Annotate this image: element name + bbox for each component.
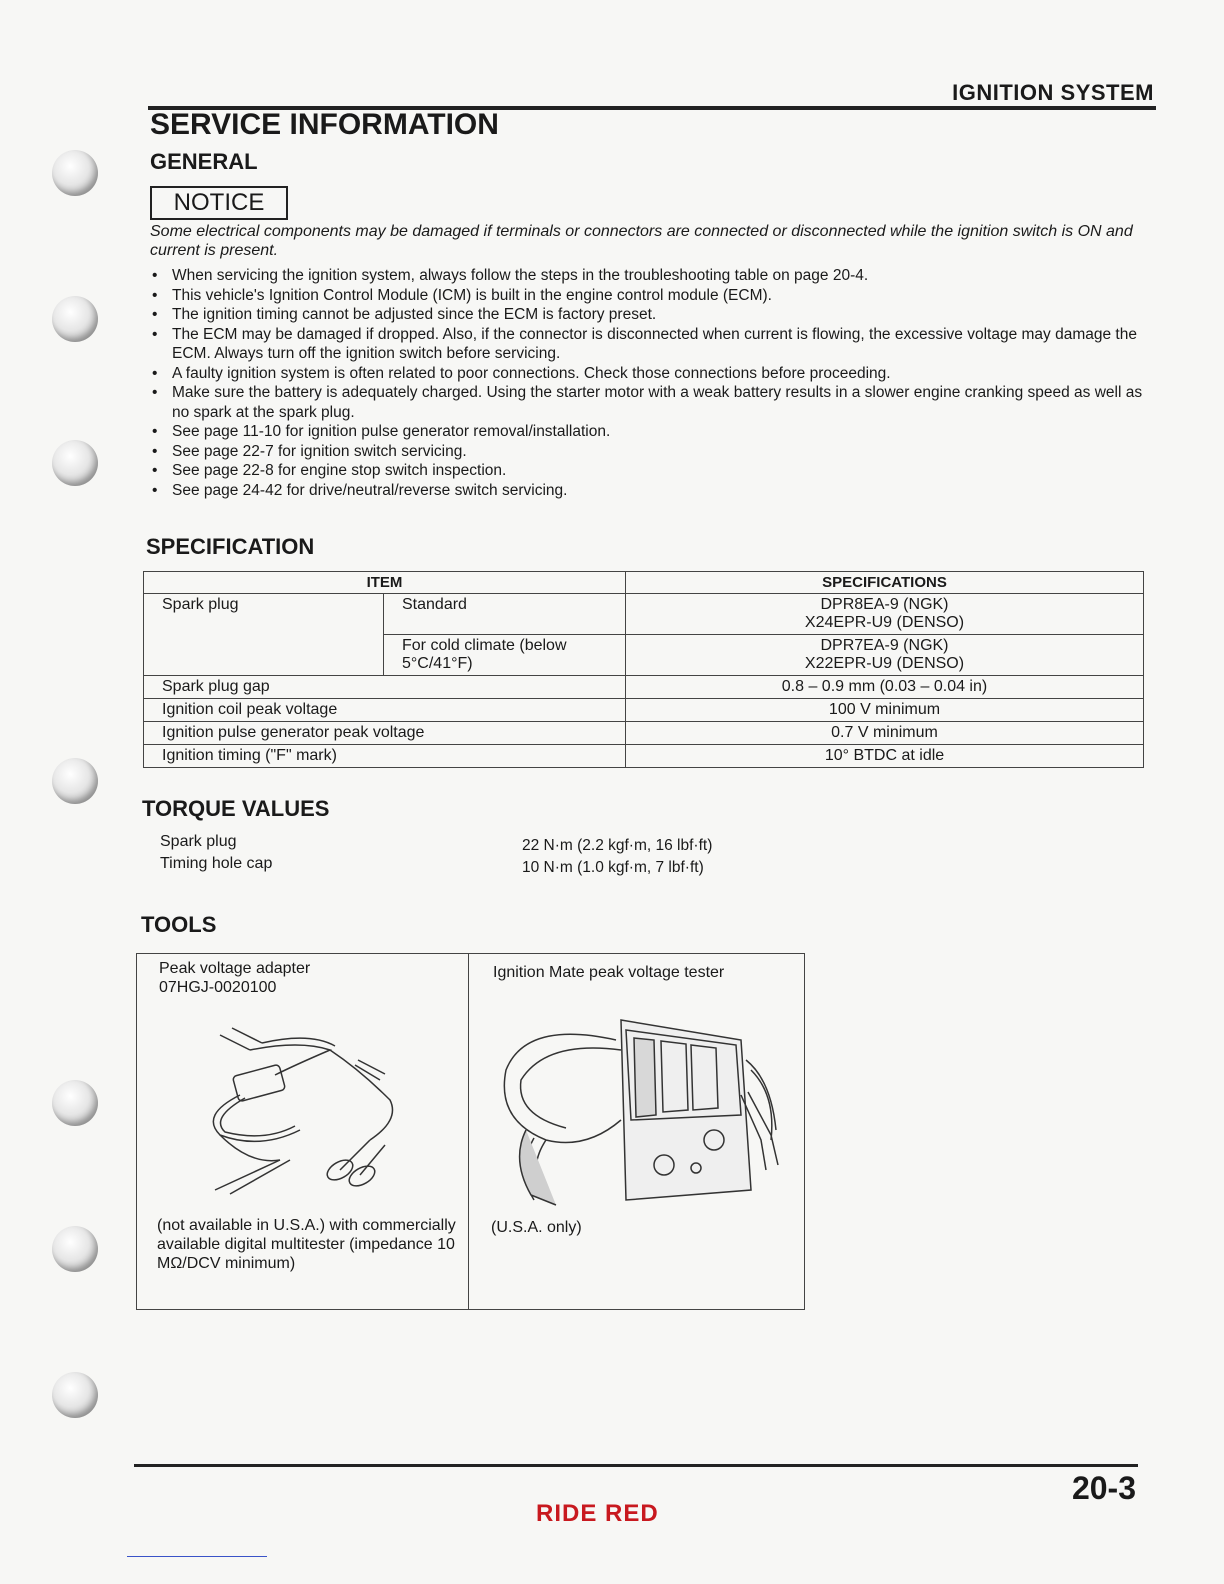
torque-item: Timing hole cap bbox=[160, 855, 273, 872]
binder-hole bbox=[52, 1226, 98, 1272]
spec-cell: 10° BTDC at idle bbox=[626, 745, 1144, 768]
general-heading: GENERAL bbox=[150, 149, 258, 174]
page-number: 20-3 bbox=[1071, 1470, 1136, 1506]
list-item: • See page 24-42 for drive/neutral/reverse switch servicing. bbox=[148, 481, 1153, 501]
notice-label: NOTICE bbox=[150, 186, 288, 220]
table-row bbox=[144, 722, 1144, 745]
specification-heading: SPECIFICATION bbox=[146, 534, 315, 559]
item-cell: Spark plug gap bbox=[144, 676, 626, 699]
spec-line: DPR7EA-9 (NGK) bbox=[820, 637, 949, 654]
binder-hole bbox=[52, 1372, 98, 1418]
binder-hole bbox=[52, 1080, 98, 1126]
torque-item: Spark plug bbox=[160, 833, 237, 850]
torque-value: 22 N·m (2.2 kgf·m, 16 lbf·ft) bbox=[522, 837, 713, 854]
spec-cell: 0.7 V minimum bbox=[626, 722, 1144, 745]
section-header: IGNITION SYSTEM bbox=[952, 80, 1154, 105]
list-item: • See page 11-10 for ignition pulse generator removal/installation. bbox=[148, 422, 1153, 442]
table-row bbox=[144, 699, 1144, 722]
table-row bbox=[144, 745, 1144, 768]
spec-line: X22EPR-U9 (DENSO) bbox=[804, 655, 965, 672]
ignition-mate-tester-illustration bbox=[486, 1000, 786, 1210]
item-cell: Ignition pulse generator peak voltage bbox=[144, 722, 626, 745]
list-item: • Make sure the battery is adequately charged. Using the starter motor with a weak battery results in a slower engine cranking speed as well as no spark at the spark plug. bbox=[148, 383, 1153, 422]
list-item: • See page 22-8 for engine stop switch inspection. bbox=[148, 461, 1153, 481]
list-item: • This vehicle's Ignition Control Module (ICM) is built in the engine control module (ECM). bbox=[148, 286, 1153, 306]
spec-line: X24EPR-U9 (DENSO) bbox=[804, 614, 965, 631]
spec-line: DPR8EA-9 (NGK) bbox=[820, 596, 949, 613]
footer-brand: RIDE RED bbox=[536, 1500, 659, 1527]
tool-note-left: (not available in U.S.A.) with commercially available digital multitester (impedance 10 MΩ/DCV minimum) bbox=[157, 1217, 456, 1272]
binder-hole bbox=[52, 440, 98, 486]
tool-part-number: 07HGJ-0020100 bbox=[159, 979, 277, 996]
tool-name-left: Peak voltage adapter bbox=[159, 960, 311, 977]
footer-rule bbox=[134, 1464, 1138, 1467]
list-item: • The ECM may be damaged if dropped. Also, if the connector is disconnected when current is flowing, the excessive voltage may damage the ECM. Always turn off the ignition switch before servicing. bbox=[148, 325, 1153, 364]
standard-spec-cell bbox=[626, 594, 1144, 635]
spec-cell: 100 V minimum bbox=[626, 699, 1144, 722]
col-specifications: SPECIFICATIONS bbox=[626, 572, 1144, 594]
cold-climate-cell: For cold climate (below 5°C/41°F) bbox=[384, 635, 626, 676]
list-item: • See page 22-7 for ignition switch servicing. bbox=[148, 442, 1153, 462]
standard-cell: Standard bbox=[384, 594, 626, 635]
list-item: • A faulty ignition system is often related to poor connections. Check those connections before proceeding. bbox=[148, 364, 1153, 384]
notice-text: Some electrical components may be damaged if terminals or connectors are connected or disconnected while the ignition switch is ON and current is present. bbox=[150, 223, 1133, 259]
cold-spec-cell bbox=[626, 635, 1144, 676]
footer-link-underline bbox=[127, 1556, 267, 1557]
table-row bbox=[144, 572, 1144, 594]
list-item: • The ignition timing cannot be adjusted since the ECM is factory preset. bbox=[148, 305, 1153, 325]
list-item: • When servicing the ignition system, always follow the steps in the troubleshooting table on page 20-4. bbox=[148, 266, 1153, 286]
tools-divider bbox=[468, 953, 469, 1310]
col-item: ITEM bbox=[144, 572, 626, 594]
item-cell: Ignition coil peak voltage bbox=[144, 699, 626, 722]
tool-note-right: (U.S.A. only) bbox=[491, 1219, 582, 1236]
item-cell: Ignition timing ("F" mark) bbox=[144, 745, 626, 768]
table-row bbox=[144, 594, 1144, 635]
binder-hole bbox=[52, 758, 98, 804]
tool-name-right: Ignition Mate peak voltage tester bbox=[493, 964, 725, 981]
peak-voltage-adapter-illustration bbox=[180, 1010, 430, 1200]
torque-value: 10 N·m (1.0 kgf·m, 7 lbf·ft) bbox=[522, 859, 704, 876]
general-bullets bbox=[148, 266, 1153, 500]
tools-heading: TOOLS bbox=[141, 912, 217, 937]
torque-heading: TORQUE VALUES bbox=[142, 796, 330, 821]
specification-table bbox=[143, 571, 1144, 768]
spark-plug-cell: Spark plug bbox=[144, 594, 384, 676]
table-row bbox=[144, 676, 1144, 699]
page-title: SERVICE INFORMATION bbox=[150, 108, 499, 141]
binder-hole bbox=[52, 150, 98, 196]
binder-hole bbox=[52, 296, 98, 342]
spec-cell: 0.8 – 0.9 mm (0.03 – 0.04 in) bbox=[626, 676, 1144, 699]
